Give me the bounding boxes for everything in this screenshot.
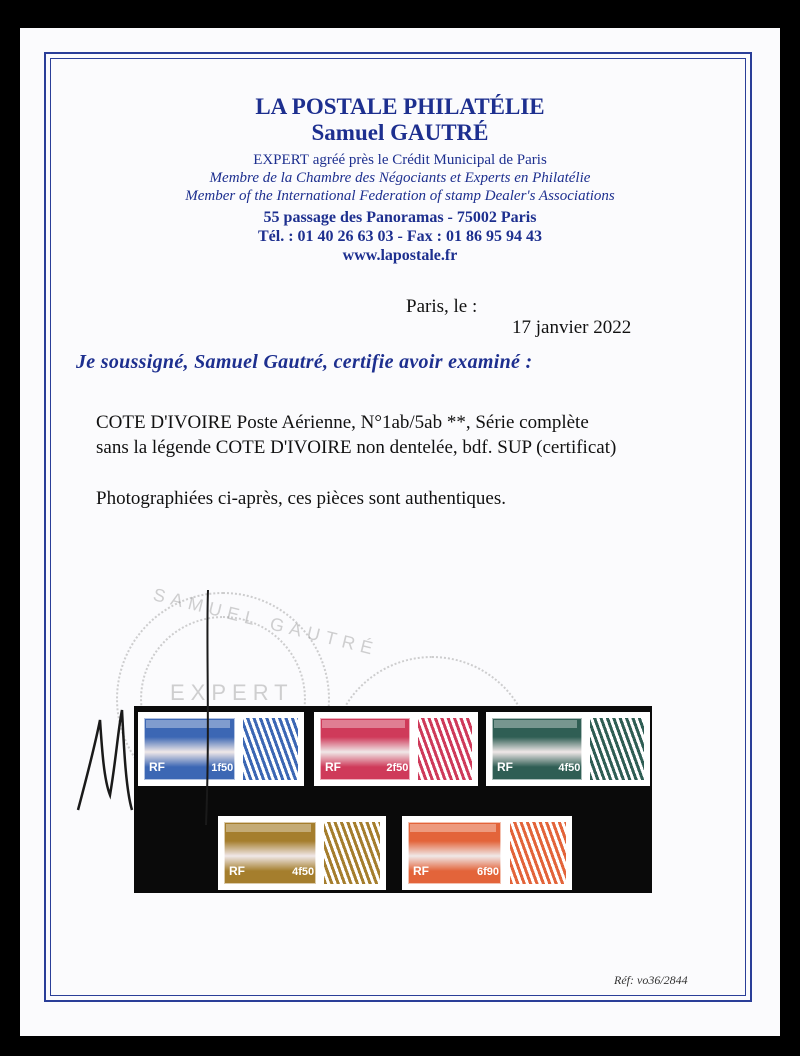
description-line-1: COTE D'IVOIRE Poste Aérienne, N°1ab/5ab **, Série complète — [96, 412, 589, 433]
stamp-face-value: 1f50 — [211, 762, 234, 774]
stamp-rf-label: RF — [413, 864, 429, 878]
stamp-sheet-margin — [510, 822, 566, 884]
member-federation-line: Member of the International Federation of stamp Dealer's Associations — [185, 188, 615, 204]
airmail-stamp-4 — [218, 816, 386, 890]
stamp-sheet-margin — [418, 718, 472, 780]
description-line-2: sans la légende COTE D'IVOIRE non dentelée, bdf. SUP (certificat) — [96, 437, 617, 458]
stamp-rf-label: RF — [149, 760, 165, 774]
stamp-face-value: 4f50 — [292, 866, 315, 878]
stamp-face-value: 4f50 — [558, 762, 581, 774]
website: www.lapostale.fr — [342, 247, 458, 264]
airmail-stamp-3 — [486, 712, 650, 786]
airmail-stamp-2 — [314, 712, 478, 786]
seal-lettering-top: SAMUEL GAUTRÉ — [151, 584, 381, 660]
authenticity-statement: Photographiées ci-après, ces pièces sont authentiques. — [96, 488, 506, 509]
stamp-rf-label: RF — [229, 864, 245, 878]
expert-name: Samuel GAUTRÉ — [311, 120, 489, 145]
stamp-sheet-margin — [324, 822, 380, 884]
place-label: Paris, le : — [406, 296, 478, 317]
stamp-face-value: 2f50 — [386, 762, 409, 774]
expert-signature — [60, 580, 220, 840]
phone-fax: Tél. : 01 40 26 63 03 - Fax : 01 86 95 94 43 — [258, 228, 542, 245]
reference-number: Réf: vo36/2844 — [614, 973, 688, 987]
stamp-sheet-margin — [590, 718, 644, 780]
airmail-stamp-5 — [402, 816, 572, 890]
member-chamber-line: Membre de la Chambre des Négociants et Experts en Philatélie — [209, 170, 591, 186]
stamp-sheet-margin — [243, 718, 298, 780]
certificate-date: 17 janvier 2022 — [512, 317, 632, 338]
seal-lettering-middle: EXPERT — [170, 680, 294, 705]
stamp-face-value: 6f90 — [477, 866, 500, 878]
certification-statement: Je soussigné, Samuel Gautré, certifie avoir examiné : — [76, 351, 533, 373]
address: 55 passage des Panoramas - 75002 Paris — [263, 209, 537, 226]
company-name: LA POSTALE PHILATÉLIE — [255, 94, 545, 119]
stamp-rf-label: RF — [497, 760, 513, 774]
expert-accreditation: EXPERT agréé près le Crédit Municipal de Paris — [253, 152, 547, 168]
stamp-rf-label: RF — [325, 760, 341, 774]
